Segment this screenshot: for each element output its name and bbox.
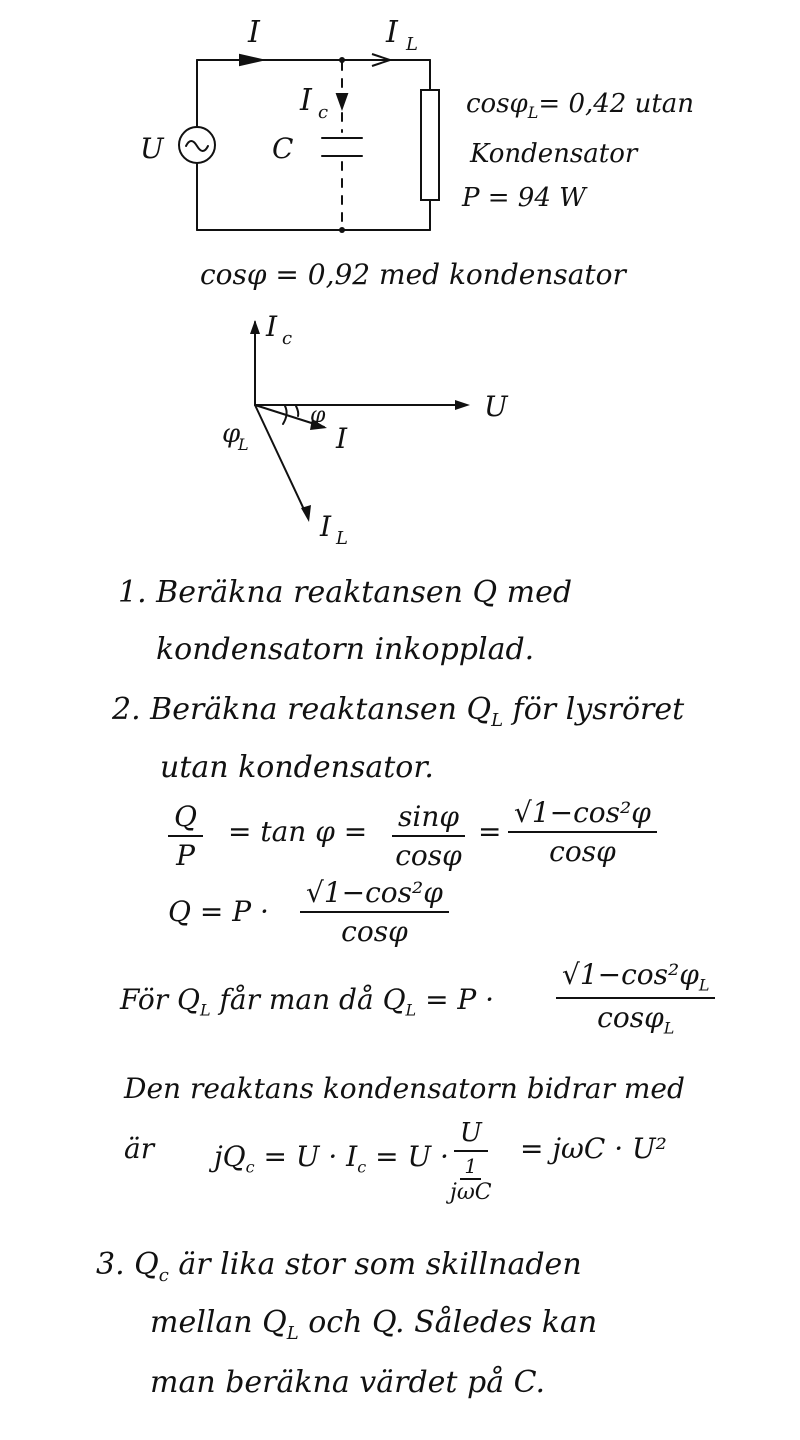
phasor-label-phiL-sub: L xyxy=(238,435,249,454)
junction-dot-top xyxy=(339,57,345,63)
eq3-text: För $Q_L$ får man då $Q_L = P$ · xyxy=(120,983,495,1020)
label-Ic-sub: c xyxy=(318,102,329,123)
eq1-equals: = xyxy=(478,815,502,848)
phasor-label-phiL: φ xyxy=(222,419,241,449)
text-den-reaktans: Den reaktans kondensatorn bidrar med xyxy=(124,1072,685,1105)
item2-line2: utan kondensator. xyxy=(160,750,434,785)
phasor-label-phi: φ xyxy=(310,403,326,428)
eq2-lhs: Q = P · xyxy=(168,895,269,928)
label-IL-sub: L xyxy=(406,34,418,55)
arrowhead-Ic-icon xyxy=(250,320,260,334)
eq1-tan: = tan φ = xyxy=(228,815,368,848)
eq4-fraction: U 1 jωC xyxy=(450,1118,492,1205)
circuit-diagram xyxy=(0,0,800,300)
caption-cos-phi: cosφ = 0,92 med kondensator xyxy=(200,258,626,291)
eq1-fraction-Q-over-P: $\frac{Q}{P}$ xyxy=(168,800,203,872)
phasor-label-Ic: I xyxy=(266,310,278,343)
note-cos-phiL: cosφ$_L$= 0,42 utan xyxy=(466,89,695,122)
eq2-fraction: $\frac{\text{√1−cos²φ}}{\cos\varphi}$ xyxy=(300,876,449,948)
label-C: C xyxy=(272,132,294,165)
arrow-I-icon xyxy=(240,55,262,65)
phasor-label-U: U xyxy=(484,390,508,423)
lamp-tube-resistor xyxy=(421,90,439,200)
item2-line1: 2. Beräkna reaktansen $Q_L$ för lysröret xyxy=(112,692,685,731)
item3-line3: man beräkna värdet på C. xyxy=(150,1365,546,1400)
phasor-IL-line xyxy=(255,405,308,518)
sine-wave-icon xyxy=(186,141,208,151)
phasor-label-Ic-sub: c xyxy=(282,328,293,349)
item1-line2: kondensatorn inkopplad. xyxy=(156,632,535,667)
label-U: U xyxy=(140,132,164,165)
junction-dot-bottom xyxy=(339,227,345,233)
label-Ic: I xyxy=(300,83,312,118)
label-IL: I xyxy=(386,15,398,50)
phasor-label-IL: I xyxy=(320,510,332,543)
eq1-fraction-sin-cos: $\frac{\sin\varphi}{\cos\varphi}$ xyxy=(392,800,465,872)
label-I: I xyxy=(248,15,260,50)
text-ar: är xyxy=(124,1132,155,1165)
eq4-left: $jQ_c = U \cdot I_c = U$ · xyxy=(214,1140,449,1177)
note-power: P = 94 W xyxy=(462,183,586,213)
item1-line1: 1. Beräkna reaktansen Q med xyxy=(118,575,573,610)
angle-phi-arc xyxy=(296,406,298,416)
arrow-Ic-icon xyxy=(337,94,347,108)
phasor-label-I: I xyxy=(336,422,348,455)
eq3-fraction: $\frac{√1-\cos^2\varphi_L}{\cos\varphi_L}$ xyxy=(556,958,715,1037)
item3-line1: 3. $Q_c$ är lika stor som skillnaden xyxy=(96,1247,582,1286)
note-kondensator: Kondensator xyxy=(470,139,638,169)
phasor-label-IL-sub: L xyxy=(336,528,348,549)
phasor-diagram xyxy=(0,300,800,560)
item3-line2: mellan $Q_L$ och Q. Således kan xyxy=(150,1305,598,1344)
eq1-fraction-sqrt: $\frac{\text{√1−cos²φ}}{\cos\varphi}$ xyxy=(508,796,657,868)
arrowhead-U-icon xyxy=(455,400,470,410)
eq4-right: = jωC · U² xyxy=(520,1132,667,1165)
